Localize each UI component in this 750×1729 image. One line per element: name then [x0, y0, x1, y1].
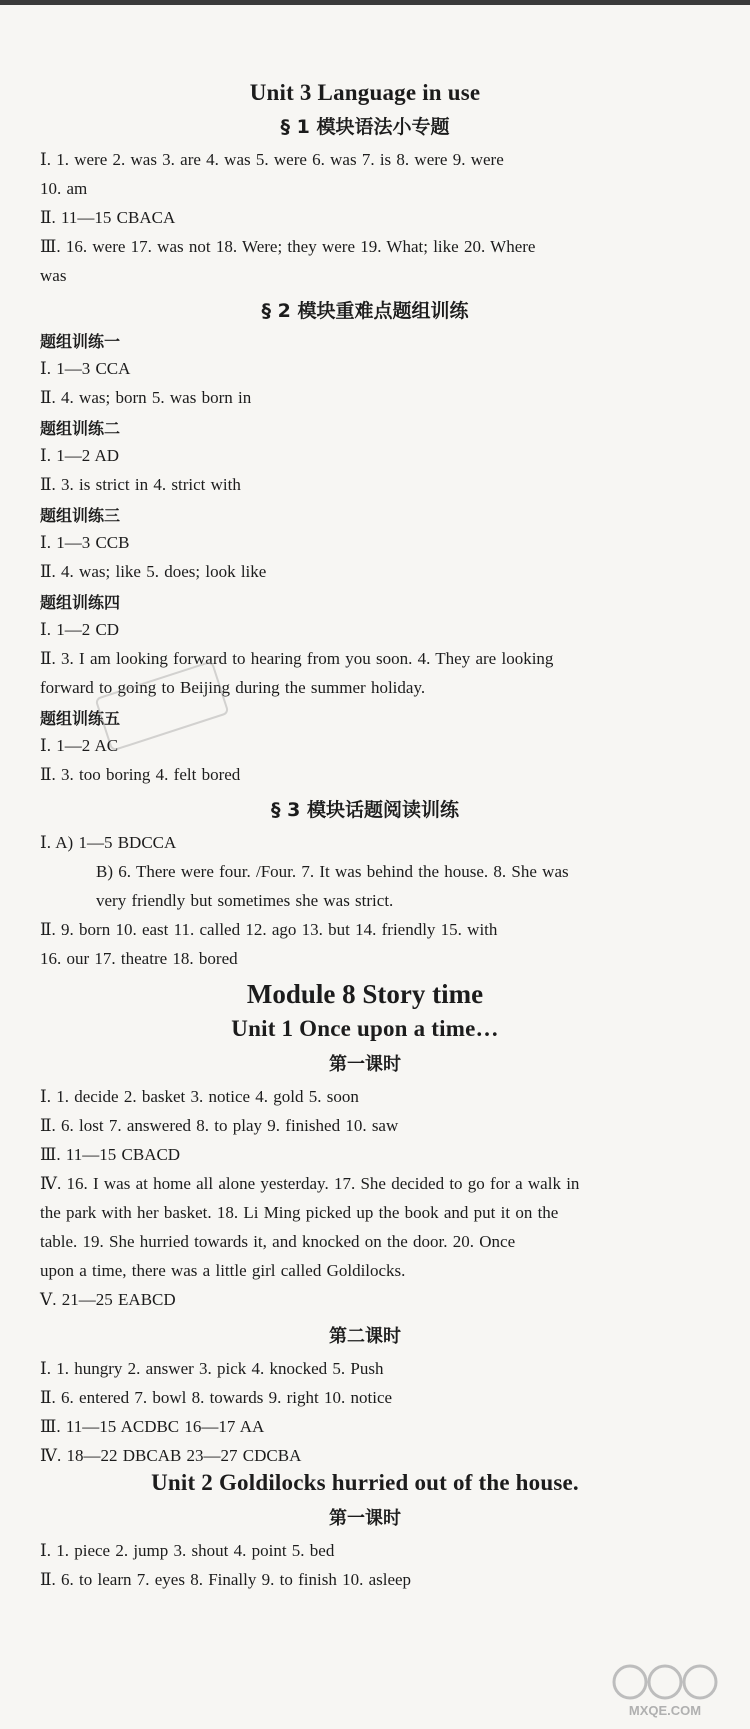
module8-title: Module 8 Story time — [246, 979, 484, 1009]
unit3-title: Unit 3 Language in use — [249, 80, 481, 105]
answer-line: Ⅰ. A) 1—5 BDCCA — [40, 833, 177, 852]
answer-line: Ⅱ. 6. lost 7. answered 8. to play 9. finished 10. saw — [40, 1116, 399, 1135]
site-logo — [610, 1660, 720, 1720]
group-title: 题组训练二 — [40, 419, 121, 438]
answer-line: Ⅱ. 4. was; like 5. does; look like — [40, 562, 267, 581]
section2-title: § 2 模块重难点题组训练 — [261, 300, 469, 322]
answer-line: Ⅲ. 16. were 17. was not 18. Were; they were 19. What; like 20. Where — [40, 237, 536, 256]
answer-line: Ⅰ. 1. were 2. was 3. are 4. was 5. were 6. was 7. is 8. were 9. were — [40, 150, 504, 169]
answer-line: Ⅰ. 1. decide 2. basket 3. notice 4. gold 5. soon — [40, 1087, 359, 1106]
answer-line: Ⅰ. 1—3 CCB — [40, 533, 130, 552]
answer-line: Ⅳ. 18—22 DBCAB 23—27 CDCBA — [40, 1446, 302, 1465]
answer-line: B) 6. There were four. /Four. 7. It was behind the house. 8. She was — [96, 862, 569, 881]
answer-line: Ⅱ. 4. was; born 5. was born in — [40, 388, 252, 407]
group-title: 题组训练五 — [40, 709, 121, 728]
answer-line: 10. am — [40, 179, 88, 198]
unit1-title: Unit 1 Once upon a time… — [231, 1016, 499, 1041]
answer-line: Ⅱ. 6. entered 7. bowl 8. towards 9. right 10. notice — [40, 1388, 393, 1407]
answer-line: Ⅱ. 11—15 CBACA — [40, 208, 176, 227]
section3-title: § 3 模块话题阅读训练 — [271, 799, 459, 821]
answer-line: Ⅲ. 11—15 CBACD — [40, 1145, 181, 1164]
lesson-title: 第二课时 — [329, 1326, 401, 1347]
lesson-title: 第一课时 — [329, 1508, 401, 1529]
answer-line: Ⅴ. 21—25 EABCD — [40, 1290, 176, 1309]
group-title: 题组训练一 — [40, 332, 121, 351]
answer-line: Ⅲ. 11—15 ACDBC 16—17 AA — [40, 1417, 265, 1436]
section1-title: § 1 模块语法小专题 — [280, 116, 450, 138]
group-title: 题组训练四 — [40, 593, 121, 612]
answer-line: table. 19. She hurried towards it, and knocked on the door. 20. Once — [40, 1232, 516, 1251]
unit2-title: Unit 2 Goldilocks hurried out of the house. — [151, 1470, 579, 1495]
answer-page — [40, 80, 690, 1594]
answer-line: Ⅰ. 1. hungry 2. answer 3. pick 4. knocked 5. Push — [40, 1359, 384, 1378]
answer-line: Ⅱ. 3. too boring 4. felt bored — [40, 765, 241, 784]
lesson-title: 第一课时 — [329, 1054, 401, 1075]
answer-line: Ⅱ. 9. born 10. east 11. called 12. ago 13. but 14. friendly 15. with — [40, 920, 498, 939]
answer-line: forward to going to Beijing during the summer holiday. — [40, 678, 426, 697]
answer-line: Ⅱ. 3. is strict in 4. strict with — [40, 475, 241, 494]
group-title: 题组训练三 — [40, 506, 121, 525]
answer-line: Ⅰ. 1—2 AD — [40, 446, 120, 465]
answer-line: Ⅱ. 3. I am looking forward to hearing from you soon. 4. They are looking — [40, 649, 554, 668]
answer-line: Ⅰ. 1—3 CCA — [40, 359, 131, 378]
logo-text: MXQE.COM — [628, 1703, 702, 1718]
answer-line: Ⅱ. 6. to learn 7. eyes 8. Finally 9. to finish 10. asleep — [40, 1570, 412, 1589]
answer-line: Ⅰ. 1. piece 2. jump 3. shout 4. point 5. bed — [40, 1541, 335, 1560]
answer-line: very friendly but sometimes she was strict. — [96, 891, 394, 910]
answer-line: upon a time, there was a little girl called Goldilocks. — [40, 1261, 406, 1280]
answer-line: the park with her basket. 18. Li Ming picked up the book and put it on the — [40, 1203, 559, 1222]
answer-line: was — [40, 266, 67, 285]
answer-line: 16. our 17. theatre 18. bored — [40, 949, 238, 968]
answer-line: Ⅰ. 1—2 CD — [40, 620, 120, 639]
top-border — [0, 0, 750, 5]
answer-line: Ⅰ. 1—2 AC — [40, 736, 119, 755]
answer-line: Ⅳ. 16. I was at home all alone yesterday. 17. She decided to go for a walk in — [40, 1174, 580, 1193]
